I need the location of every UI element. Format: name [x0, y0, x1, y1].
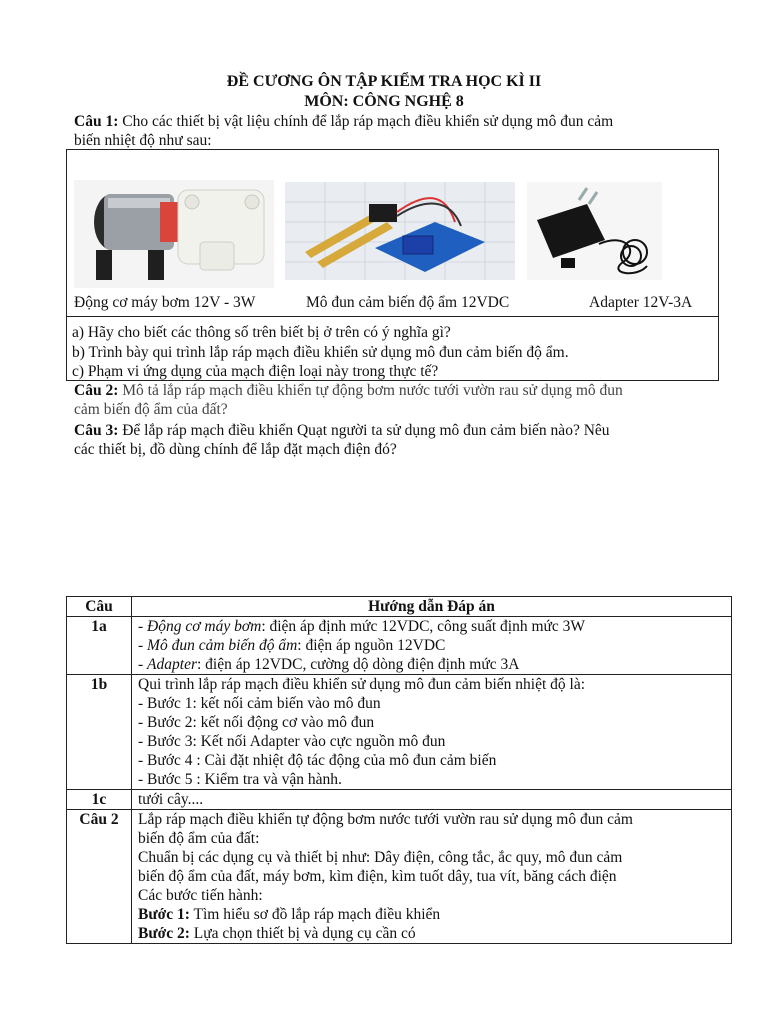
- row-content-cau2: Lắp ráp mạch điều khiển tự động bơm nước tưới vườn rau sử dụng mô đun cảm biến độ ẩm của đất: Chuẩn bị các dụng cụ và thiết bị như: Dây điện, công tắc, ắc quy, mô đun cảm biến độ ẩm của đất, máy bơm, kìm điện, kìm tuốt dây, tua vít, băng cách điện Các bước tiến hành: Bước 1: Tìm hiểu sơ đồ lắp ráp mạch điều khiển Bước 2: Lựa chọn thiết bị và dụng cụ cần có: [132, 810, 732, 944]
- subject-title: MÔN: CÔNG NGHỆ 8: [304, 93, 464, 110]
- row-label-1b: 1b: [67, 675, 132, 790]
- question-3-label: Câu 3:: [74, 422, 119, 439]
- question-3: [74, 421, 724, 440]
- question-2: [74, 381, 724, 400]
- row-content-1b: Qui trình lắp ráp mạch điều khiển sử dụng mô đun cảm biến nhiệt độ là: - Bước 1: kết nối cảm biến vào mô đun - Bước 2: kết nối động cơ vào mô đun - Bước 3: Kết nối Adapter vào cực nguồn mô đun - Bước 4 : Cài đặt nhiệt độ tác động của mô đun cảm biến - Bước 5 : Kiểm tra và vận hành.: [132, 675, 732, 790]
- adapter-image: [527, 182, 662, 280]
- header-answer: Hướng dẫn Đáp án: [132, 597, 732, 617]
- question-1-text: Cho các thiết bị vật liệu chính để lắp ráp mạch điều khiển sử dụng mô đun cảm: [118, 113, 614, 130]
- sub-question-c: c) Phạm vi ứng dụng của mạch điện loại này trong thực tế?: [72, 363, 439, 380]
- table-row: [67, 810, 732, 944]
- question-2-text: Mô tả lắp ráp mạch điều khiển tự động bơm nước tưới vườn rau sử dụng mô đun: [118, 382, 623, 399]
- table-row: [67, 790, 732, 810]
- pump-image: [74, 180, 274, 288]
- table-header-row: [67, 597, 732, 617]
- row-label-1a: 1a: [67, 617, 132, 675]
- question-1-line2: biến nhiệt độ như sau:: [74, 132, 212, 149]
- document-title: ĐỀ CƯƠNG ÔN TẬP KIỂM TRA HỌC KÌ II: [226, 73, 542, 90]
- question-2-line2: cảm biến độ ẩm của đất?: [74, 401, 228, 418]
- question-1: [74, 112, 724, 131]
- question-2-label: Câu 2:: [74, 382, 119, 399]
- row-content-1c: tưới cây....: [132, 790, 732, 810]
- pump-term: Động cơ máy bơm: [147, 618, 262, 635]
- caption-adapter: Adapter 12V-3A: [589, 294, 693, 311]
- humidity-sensor-image: [285, 182, 515, 280]
- question-3-line2: các thiết bị, đồ dùng chính để lắp đặt mạch điện đó?: [74, 441, 397, 458]
- table-row: [67, 617, 732, 675]
- header-question: Câu: [67, 597, 132, 617]
- row-label-cau2: Câu 2: [67, 810, 132, 944]
- question-1-label: Câu 1:: [74, 113, 119, 130]
- row-label-1c: 1c: [67, 790, 132, 810]
- sub-question-b: b) Trình bày qui trình lắp ráp mạch điều khiển sử dụng mô đun cảm biến độ ẩm.: [72, 344, 569, 361]
- adapter-term: Adapter: [147, 656, 197, 673]
- caption-sensor: Mô đun cảm biến độ ẩm 12VDC: [306, 294, 510, 311]
- sub-question-a: a) Hãy cho biết các thông số trên biết bị ở trên có ý nghĩa gì?: [72, 324, 451, 341]
- sensor-term: Mô đun cảm biến độ ẩm: [147, 637, 298, 654]
- caption-pump: Động cơ máy bơm 12V - 3W: [74, 294, 256, 311]
- answer-table: [66, 596, 732, 944]
- row-content-1a: - Động cơ máy bơm: điện áp định mức 12VDC, công suất định mức 3W - Mô đun cảm biến độ ẩm: điện áp nguồn 12VDC - Adapter: điện áp 12VDC, cường dộ dòng điện định mức 3A: [132, 617, 732, 675]
- table-row: [67, 675, 732, 790]
- question-3-text: Để lắp ráp mạch điều khiển Quạt người ta sử dụng mô đun cảm biến nào? Nêu: [118, 422, 610, 439]
